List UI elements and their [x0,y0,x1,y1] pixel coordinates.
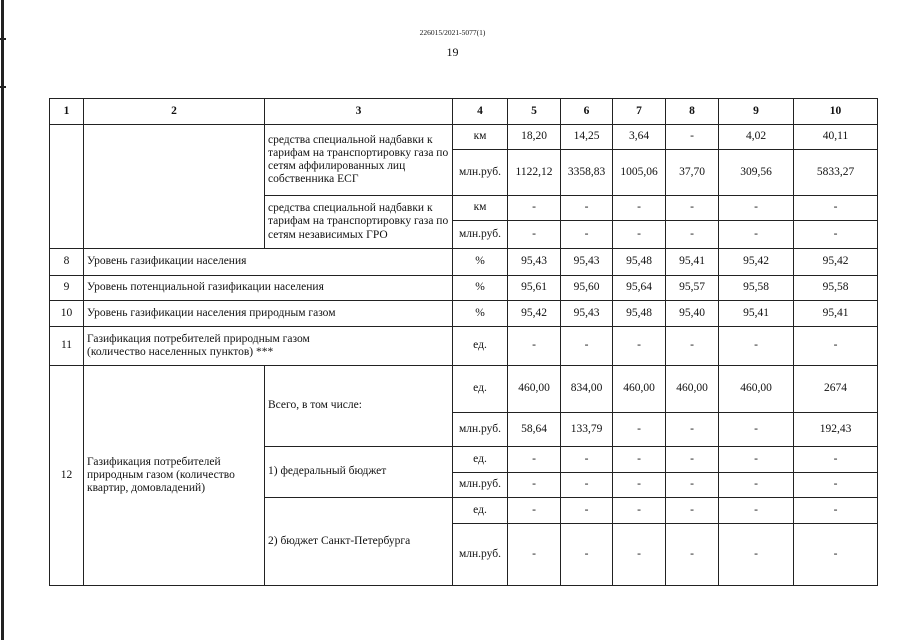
row-number-cell: 11 [50,327,84,366]
table-row [50,276,878,301]
row-number-cell: 8 [50,249,84,276]
table-row [50,301,878,327]
row-label-cell [84,125,265,249]
value-cell: - [508,447,561,473]
value-cell: - [508,327,561,366]
header-cell: 6 [561,99,613,125]
value-cell: 95,42 [719,249,794,276]
value-cell: 3358,83 [561,150,613,196]
document-id: 226015/2021-5077(1) [419,28,486,37]
value-cell: - [508,524,561,586]
row-number-cell [50,125,84,249]
header-cell: 5 [508,99,561,125]
unit-cell: км [453,196,508,221]
sub-item-label: 1) федеральный бюджет [265,447,453,498]
value-cell: 37,70 [666,150,719,196]
value-cell: - [508,221,561,249]
value-cell: - [719,196,794,221]
value-cell: - [561,524,613,586]
row-number-cell: 10 [50,301,84,327]
sub-item-label: Всего, в том числе: [265,366,453,447]
value-cell: - [666,413,719,447]
value-cell: - [613,413,666,447]
value-cell: 95,64 [613,276,666,301]
value-cell: - [794,447,878,473]
value-cell: - [561,473,613,498]
header-cell: 7 [613,99,666,125]
value-cell: 133,79 [561,413,613,447]
row-label-cell: Уровень газификации населения [84,249,453,276]
value-cell: - [719,413,794,447]
value-cell: 95,43 [561,249,613,276]
sub-item-label: средства специальной надбавки к тарифам на транспортировку газа по сетям независимых ГРО [265,196,453,249]
value-cell: 95,48 [613,301,666,327]
value-cell: - [508,196,561,221]
value-cell: - [561,221,613,249]
value-cell: 95,40 [666,301,719,327]
value-cell: 460,00 [666,366,719,413]
value-cell: 95,41 [666,249,719,276]
unit-cell: % [453,276,508,301]
row-label-cell [84,327,453,366]
value-cell: - [666,125,719,150]
row-number-cell: 9 [50,276,84,301]
unit-cell: % [453,249,508,276]
value-cell: - [613,327,666,366]
value-cell: - [794,473,878,498]
value-cell: - [613,473,666,498]
value-cell: - [794,221,878,249]
value-cell: - [719,327,794,366]
unit-cell: млн.руб. [453,413,508,447]
value-cell: 460,00 [613,366,666,413]
header-cell: 2 [84,99,265,125]
value-cell: - [719,498,794,524]
value-cell: 14,25 [561,125,613,150]
value-cell: 95,42 [508,301,561,327]
value-cell: - [561,447,613,473]
unit-cell: ед. [453,366,508,413]
value-cell: 2674 [794,366,878,413]
value-cell: 95,42 [794,249,878,276]
value-cell: - [561,327,613,366]
unit-cell: млн.руб. [453,524,508,586]
table-row [50,249,878,276]
value-cell: 95,41 [719,301,794,327]
value-cell: 460,00 [508,366,561,413]
value-cell: 192,43 [794,413,878,447]
value-cell: 1122,12 [508,150,561,196]
value-cell: 40,11 [794,125,878,150]
value-cell: - [719,524,794,586]
value-cell: - [613,196,666,221]
unit-cell: ед. [453,327,508,366]
value-cell: - [794,327,878,366]
scan-left-edge [1,0,4,640]
unit-cell: ед. [453,447,508,473]
row-label-text: Газификация потребителей природным газом (количество населенных пунктов) *** [87,332,310,358]
value-cell: 4,02 [719,125,794,150]
value-cell: - [666,196,719,221]
scan-edge-mark [0,86,6,88]
table-row [50,327,878,366]
value-cell: 95,43 [561,301,613,327]
value-cell: - [613,447,666,473]
header-cell: 10 [794,99,878,125]
value-cell: - [719,473,794,498]
value-cell: - [561,196,613,221]
header-cell: 4 [453,99,508,125]
row-number-cell: 12 [50,366,84,586]
value-cell: - [794,498,878,524]
value-cell: 3,64 [613,125,666,150]
value-cell: - [666,498,719,524]
indicators-table [49,98,878,586]
unit-cell: % [453,301,508,327]
header-cell: 1 [50,99,84,125]
sub-item-label: средства специальной надбавки к тарифам на транспортировку газа по сетям аффилированных лиц собственника ЕСГ [265,125,453,196]
value-cell: - [666,327,719,366]
value-cell: 95,48 [613,249,666,276]
table-row [50,366,878,413]
value-cell: 5833,27 [794,150,878,196]
value-cell: - [794,524,878,586]
row-label-cell: Газификация потребителей природным газом (количество квартир, домовладений) [84,366,265,586]
table-row [50,125,878,150]
value-cell: 95,57 [666,276,719,301]
value-cell: 460,00 [719,366,794,413]
value-cell: 18,20 [508,125,561,150]
value-cell: 95,61 [508,276,561,301]
unit-cell: млн.руб. [453,473,508,498]
row-label-cell: Уровень потенциальной газификации населения [84,276,453,301]
header-cell: 8 [666,99,719,125]
unit-cell: км [453,125,508,150]
value-cell: - [508,498,561,524]
value-cell: 95,41 [794,301,878,327]
value-cell: 309,56 [719,150,794,196]
value-cell: 58,64 [508,413,561,447]
table-header-row [50,99,878,125]
value-cell: - [719,447,794,473]
value-cell: - [794,196,878,221]
value-cell: - [613,498,666,524]
value-cell: - [719,221,794,249]
value-cell: - [666,221,719,249]
row-label-cell: Уровень газификации населения природным газом [84,301,453,327]
value-cell: - [613,524,666,586]
unit-cell: ед. [453,498,508,524]
scan-edge-mark [0,38,6,40]
value-cell: - [666,473,719,498]
unit-cell: млн.руб. [453,150,508,196]
value-cell: 834,00 [561,366,613,413]
value-cell: - [613,221,666,249]
header-cell: 3 [265,99,453,125]
header-cell: 9 [719,99,794,125]
value-cell: - [666,524,719,586]
value-cell: - [508,473,561,498]
value-cell: 95,58 [794,276,878,301]
value-cell: 95,60 [561,276,613,301]
value-cell: 95,43 [508,249,561,276]
unit-cell: млн.руб. [453,221,508,249]
value-cell: - [561,498,613,524]
value-cell: - [666,447,719,473]
sub-item-label: 2) бюджет Санкт-Петербурга [265,498,453,586]
value-cell: 1005,06 [613,150,666,196]
page-number: 19 [446,45,459,59]
value-cell: 95,58 [719,276,794,301]
